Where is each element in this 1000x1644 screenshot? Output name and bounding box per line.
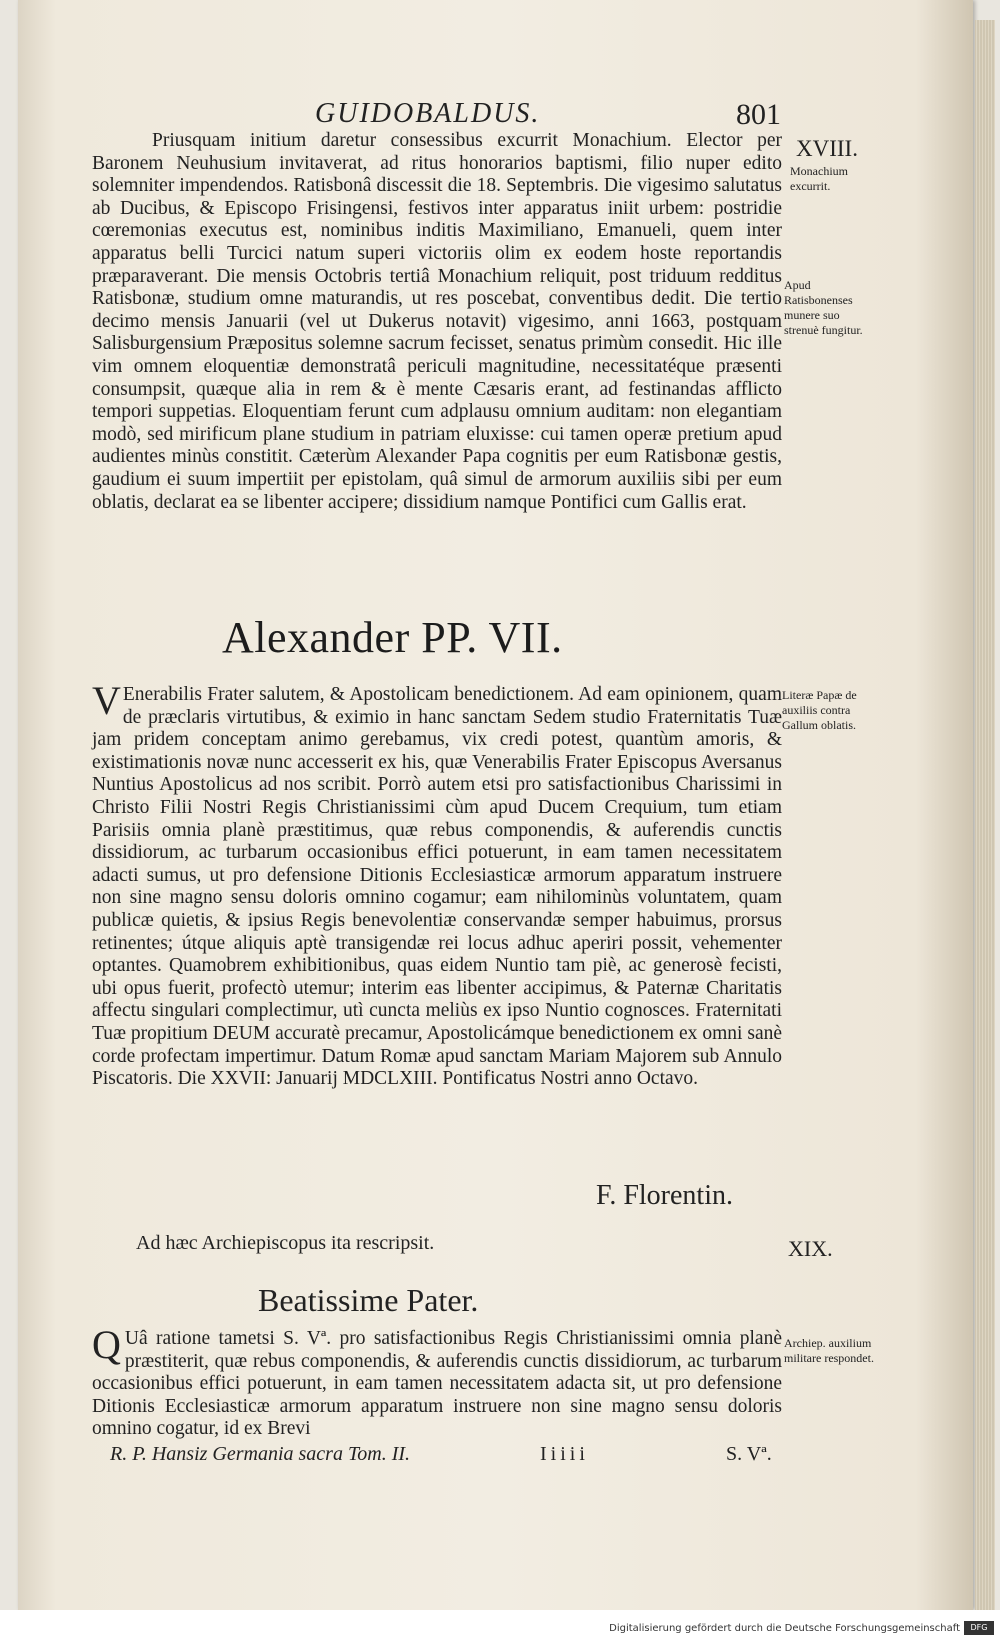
reply-text: Uâ ratione tametsi S. Vª. pro satisfactionibus Regis Christianissimi omnia planè præstiterit, quæ rebus componendis, & auferendis cunctis dissidiorum, ac turbarum occasionibus effici potuerunt, in eam tamen necessitatem adacta sit, ut pro defensione Ditionis Ecclesiasticæ armorum apparatum instruere non sine magno sensu doloris omnino cogatur, id ex Brevi bbox=[92, 1328, 782, 1440]
drop-initial-q: Q bbox=[92, 1322, 121, 1367]
letter-signature: F. Florentin. bbox=[596, 1180, 733, 1211]
section-number-xviii: XVIII. bbox=[796, 136, 858, 161]
footer-reference: R. P. Hansiz Germania sacra Tom. II. bbox=[110, 1443, 411, 1465]
margin-note-ratisbonenses: Apud Ratisbonenses munere suo strenuè fungitur. bbox=[784, 278, 863, 337]
letter-text: Enerabilis Frater salutem, & Apostolicam benedictionem. Ad eam opinionem, quam de præclaris virtutibus, & eximio in hanc sanctam Sedem studio Fraternitatis Tuæ jam pridem conceptam animo gerebamus, vix credi potest, quantùm amoris, & existimationis novæ nunc accesserit ex his, quæ Venerabilis Frater Episcopus Aversanus Nuntius Apostolicus ad nos scribit. Porrò autem etsi pro satisfactionibus Charissimi in Christo Filii Nostri Regis Christianissimi cùm apud Ducem Crequium, tum etiam Parisiis omnia planè præstitimus, quæ rebus componendis, & auferendis cunctis dissidiorum, ac turbarum occasionibus effici potuerunt, in eam tamen necessitatem adacti sumus, ut pro defensione Ditionis Ecclesiasticæ armorum apparatum instruere non sine magno sensu doloris omnino cogamur; eam nihilominùs voluntatem, quam publicæ quietis, & ipsius Regis benevolentiæ conservandæ semper habuimus, prorsus retinentes; útque aliquis aptè transigendæ rei locus adhuc aperiri possit, vehementer optantes. Quamobrem exhibitionibus, quas eidem Nuntio tam piè, ac generosè fecisti, ubi opus fuerit, profectò utemur; interim eas libenter accipimus, & Paternæ Charitatis affectu singulari complectimur, utì cuncta meliùs ex ipso Nuntio cognosces. Fraternitati Tuæ propitium DEUM accuratè precamur, Apostolicámque benedictionem ex omni sanè corde profectam impertimur. Datum Romæ apud sanctam Mariam Majorem sub Annulo Piscatoris. Die XXVII: Januarij MDCLXIII. Pontificatus Nostri anno Octavo. bbox=[92, 684, 782, 1090]
reply-heading: Beatissime Pater. bbox=[258, 1282, 479, 1318]
paragraph-letter bbox=[92, 678, 782, 1091]
page-stack-edge bbox=[975, 20, 995, 1610]
catchword: S. Vª. bbox=[726, 1443, 772, 1465]
paragraph-reply bbox=[92, 1322, 782, 1441]
page-number: 801 bbox=[736, 98, 781, 131]
drop-initial: V bbox=[92, 678, 121, 723]
letter-heading: Alexander PP. VII. bbox=[222, 613, 563, 662]
paragraph-intro: Priusquam initium daretur consessibus excurrit Monachium. Elector per Baronem Neuhusium invitaverat, ad ritus honorarios baptismi, filio nuper edito solemniter impendendos. Ratisbonâ discessit die 18. Septembris. Die vigesimo salutatus ab Ducibus, & Episcopo Frisingensi, festivos inter apparatus iniit urbem: postridie cœremonias executus est, nominibus inditis Maximiliano, Emanueli, quem inter apparatus belli Turcici natum superi victoriis olim ex eodem hoste reportandis præparaverant. Die mensis Octobris tertiâ Monachium reliquit, post triduum redditus Ratisbonæ, studium omne maturandis, ut res poscebat, conventibus dedit. Die tertio decimo mensis Januarii (vel ut Dukerus notavit) vigesimo, anni 1663, postquam Salisburgensium Præpositus solemne sacrum fecisset, senatus primùm consedit. Hic ille vim omnem eloquentiæ demonstratâ periculi magnitudine, necessitatéque præsenti consumpsit, quæque alia in rem & è mente Cæsaris erant, ad festinandas afflicto tempori suppetias. Eloquentiam ferunt cum adplausu omnium auditam: non elegantiam modò, sed mirificum plane studium in patriam eluxisse: cui tamen operæ pretium apud audientes minùs constitit. Cæterùm Alexander Papa cognitis per eum Ratisbonæ gestis, gaudium ei suum impertiit per epistolam, quâ simul de armorum auxiliis sibi per eum oblatis, declarat ea se libenter accipere; dissidium namque Pontifici cum Gallis erat. bbox=[92, 130, 782, 513]
credit-text: Digitalisierung gefördert durch die Deutsche Forschungsgemeinschaft bbox=[609, 1623, 960, 1634]
section-number-xix: XIX. bbox=[788, 1236, 833, 1261]
margin-note-literae: Literæ Papæ de auxiliis contra Gallum oblatis. bbox=[782, 688, 857, 732]
running-head: GUIDOBALDUS. bbox=[315, 98, 541, 129]
margin-note-monachium: Monachium excurrit. bbox=[790, 164, 848, 193]
dfg-logo-icon: DFG bbox=[964, 1621, 994, 1635]
reply-intro: Ad hæc Archiepiscopus ita rescripsit. bbox=[136, 1232, 435, 1254]
signature-mark: Iiiii bbox=[540, 1443, 589, 1465]
margin-note-archiep: Archiep. auxilium militare respondet. bbox=[784, 1336, 874, 1365]
